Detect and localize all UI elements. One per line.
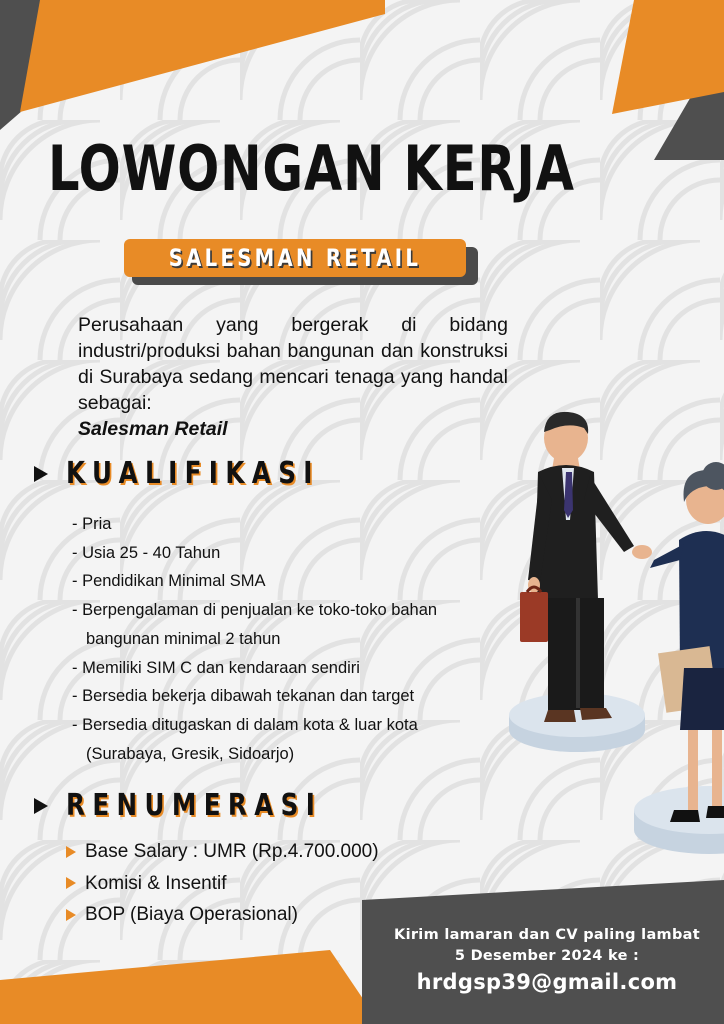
contact-email[interactable]: hrdgsp39@gmail.com [416,970,678,994]
remuneration-heading [34,788,379,823]
bullet-triangle-icon [66,909,76,921]
qualifications-list [72,510,532,768]
footer-deadline-line: Kirim lamaran dan CV paling lambat [394,927,700,943]
list-item [66,868,379,900]
qualifications-heading-label: KUALIFIKASI [66,456,320,491]
list-item-label: BOP (Biaya Operasional) [85,904,298,925]
play-arrow-icon [34,798,48,814]
intro-role: Salesman Retail [78,418,228,440]
list-item: - Pria [72,515,112,533]
list-item: - Usia 25 - 40 Tahun [72,543,221,562]
list-item: - Memiliki SIM C dan kendaraan sendiri [72,658,360,677]
page-title: LOWONGAN KERJA [48,132,575,205]
remuneration-list [66,836,379,931]
position-badge-label: SALESMAN RETAIL [168,244,422,272]
bullet-triangle-icon [66,846,76,858]
footer-contact [370,925,724,994]
list-item: (Surabaya, Gresik, Sidoarjo) [86,744,295,763]
play-arrow-icon [34,466,48,482]
bullet-triangle-icon [66,877,76,889]
list-item-label: Base Salary : UMR (Rp.4.700.000) [85,841,379,862]
list-item: - Bersedia bekerja dibawah tekanan dan target [72,687,415,706]
footer-date-line: 5 Desember 2024 ke : [454,948,640,964]
list-item [66,836,379,868]
intro-paragraph [78,312,508,442]
qualifications-heading [34,456,376,491]
list-item [66,899,379,931]
remuneration-heading-label: RENUMERASI [66,788,323,823]
list-item: - Pendidikan Minimal SMA [72,572,266,591]
position-badge [124,239,466,277]
list-item: bangunan minimal 2 tahun [86,629,281,648]
list-item: - Bersedia ditugaskan di dalam kota & luar kota [72,715,418,734]
list-item: - Berpengalaman di penjualan ke toko-toko bahan [72,601,438,620]
intro-text: Perusahaan yang bergerak di bidang industri/produksi bahan bangunan dan konstruksi di Surabaya sedang mencari tenaga yang handal sebagai: [78,314,508,414]
list-item-label: Komisi & Insentif [85,872,227,894]
